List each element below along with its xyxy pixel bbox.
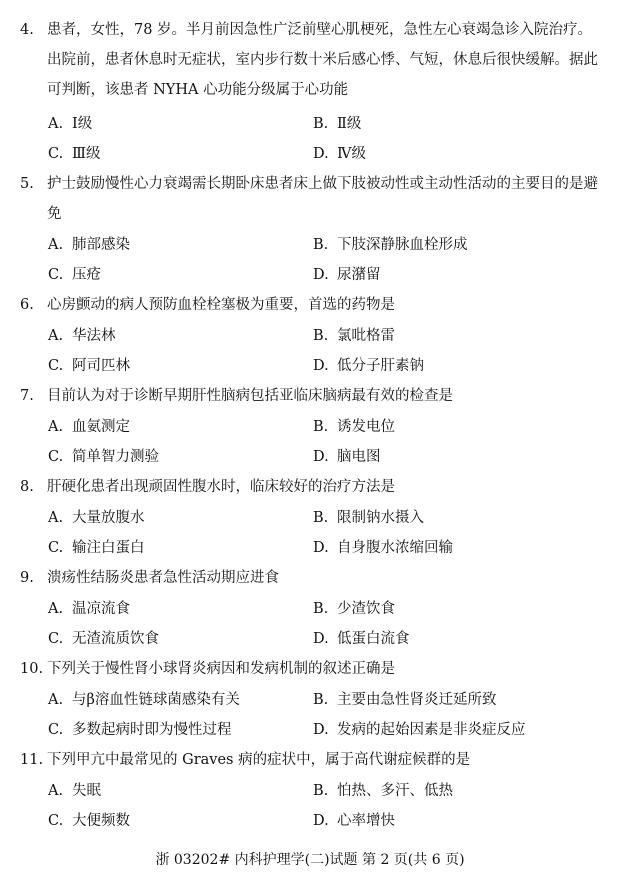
option-d: D. Ⅳ级	[313, 146, 366, 162]
option-c: C. 阿司匹林	[48, 358, 130, 374]
option-b: B. 下肢深静脉血栓形成	[313, 237, 468, 253]
option-d: D. 自身腹水浓缩回输	[313, 540, 453, 556]
question-number: 8.	[20, 479, 34, 495]
option-d: D. 低蛋白流食	[313, 631, 410, 647]
option-b: B. Ⅱ级	[313, 116, 362, 132]
question-number: 11.	[20, 752, 44, 768]
question-number: 9.	[20, 570, 34, 586]
option-a: A. 失眠	[48, 783, 101, 799]
question-stem: 患者，女性，78 岁。半月前因急性广泛前壁心肌梗死，急性左心衰竭急诊入院治疗。出院前，患者休息时无症状，室内步行数十米后感心悸、气短，休息后很快缓解。据此可判断，该患者 NYHA 心功能分级属于心功能	[47, 22, 598, 98]
question-8	[20, 472, 605, 502]
question-number: 6.	[20, 297, 34, 313]
question-stem: 溃疡性结肠炎患者急性活动期应进食	[47, 570, 279, 586]
option-b: B. 氯吡格雷	[313, 328, 395, 344]
question-stem: 下列甲亢中最常见的 Graves 病的症状中，属于高代谢症候群的是	[47, 752, 471, 768]
question-number: 7.	[20, 388, 34, 404]
option-d: D. 脑电图	[313, 449, 381, 465]
option-d: D. 发病的起始因素是非炎症反应	[313, 722, 526, 738]
option-a: A. 与β溶血性链球菌感染有关	[48, 692, 240, 708]
option-b: B. 限制钠水摄入	[313, 510, 424, 526]
option-a: A. Ⅰ级	[48, 116, 93, 132]
option-c: C. 多数起病时即为慢性过程	[48, 722, 232, 738]
question-stem: 心房颤动的病人预防血栓栓塞极为重要，首选的药物是	[47, 297, 395, 313]
option-c: C. Ⅲ级	[48, 146, 101, 162]
option-b: B. 少渣饮食	[313, 601, 395, 617]
option-c: C. 输注白蛋白	[48, 540, 145, 556]
question-10	[20, 654, 605, 684]
option-a: A. 华法林	[48, 328, 116, 344]
question-number: 5.	[20, 176, 34, 192]
question-11	[20, 745, 605, 775]
question-4	[20, 15, 605, 105]
option-c: C. 无渣流质饮食	[48, 631, 159, 647]
question-9	[20, 563, 605, 593]
option-d: D. 低分子肝素钠	[313, 358, 424, 374]
question-7	[20, 381, 605, 411]
option-a: A. 血氨测定	[48, 419, 130, 435]
question-6	[20, 290, 605, 320]
option-b: B. 诱发电位	[313, 419, 395, 435]
option-c: C. 大便频数	[48, 813, 130, 829]
option-b: B. 怕热、多汗、低热	[313, 783, 453, 799]
option-c: C. 压疮	[48, 267, 101, 283]
option-a: A. 肺部感染	[48, 237, 130, 253]
question-stem: 目前认为对于诊断早期肝性脑病包括亚临床脑病最有效的检查是	[47, 388, 453, 404]
option-a: A. 大量放腹水	[48, 510, 145, 526]
question-stem: 肝硬化患者出现顽固性腹水时，临床较好的治疗方法是	[47, 479, 395, 495]
page-footer: 浙 03202# 内科护理学(二)试题 第 2 页(共 6 页)	[155, 852, 465, 868]
question-5	[20, 169, 605, 229]
option-a: A. 温凉流食	[48, 601, 130, 617]
question-number: 4.	[20, 22, 34, 38]
option-d: D. 心率增快	[313, 813, 395, 829]
question-stem: 下列关于慢性肾小球肾炎病因和发病机制的叙述正确是	[47, 661, 395, 677]
option-d: D. 尿潴留	[313, 267, 381, 283]
option-c: C. 简单智力测验	[48, 449, 159, 465]
option-b: B. 主要由急性肾炎迁延所致	[313, 692, 497, 708]
question-number: 10.	[20, 661, 44, 677]
question-stem: 护士鼓励慢性心力衰竭需长期卧床患者床上做下肢被动性或主动性活动的主要目的是避免	[47, 176, 598, 222]
